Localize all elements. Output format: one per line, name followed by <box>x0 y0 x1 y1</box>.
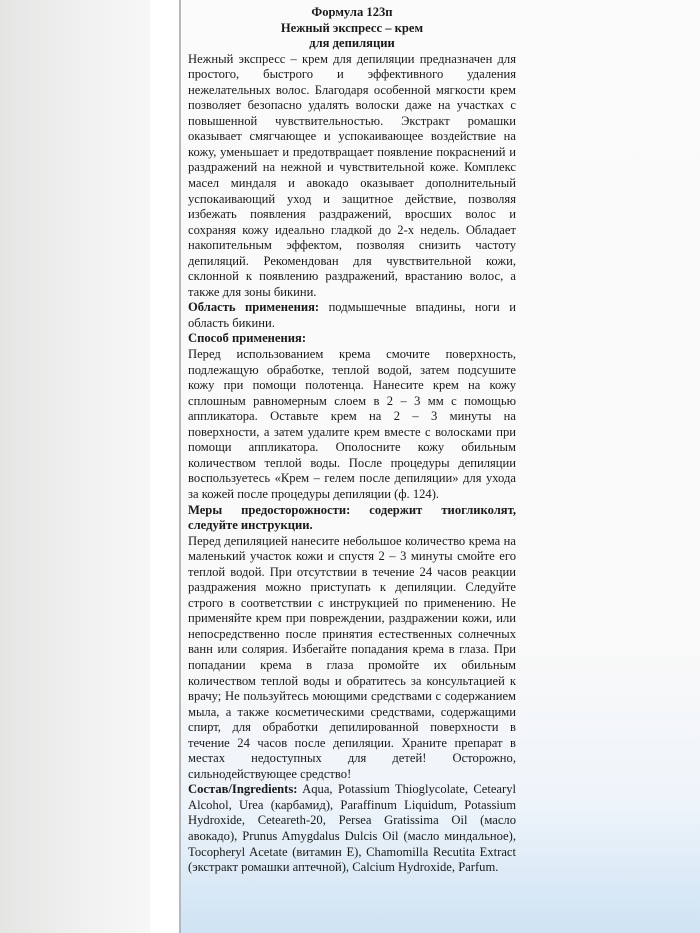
label-text <box>188 5 516 876</box>
ingredients-text: Aqua, Potassium Thioglycolate, Cetearyl Alcohol, Urea (карбамид), Paraffinum Liquidum, Potassium Hydroxide, Ceteareth-20, Persea Gratissima Oil (масло авокадо), Prunus Amygdalus Dulcis Oil (масло миндальное), Tocopheryl Acetate (витамин Е), Chamomilla Recutita Extract (экстракт ромашки аптечной), Calcium Hydroxide, Parfum. <box>188 782 516 875</box>
application-area-label: Область применения: <box>188 300 320 315</box>
product-header <box>188 5 516 52</box>
product-name: Нежный экспресс – крем <box>280 20 424 35</box>
package-side-fold <box>0 0 150 933</box>
precautions-label: Меры предосторожности: содержит тиогликолят, следуйте инструкции. <box>188 502 516 533</box>
ingredients <box>188 782 516 875</box>
product-purpose: для депиляции <box>309 36 395 51</box>
formula-number: Формула 123п <box>311 5 393 19</box>
usage-text: Перед использованием крема смочите поверхность, подлежащую обработке, теплой водой, затем подсушите кожу при помощи полотенца. Нанесите крем на кожу сплошным равномерным слоем в 2 – 3 мм с помощью аппликатора. Оставьте крем на 2 – 3 минуты на поверхности, а затем удалите крем вместе с волосками при помощи аппликатора. Ополосните кожу обильным количеством теплой воды. После процедуры депиляции воспользуетесь «Крем – гелем после депиляции» для ухода за кожей после процедуры депиляции (ф. 124). <box>188 347 516 501</box>
usage-label: Способ применения: <box>188 331 307 346</box>
ingredients-label: Состав/Ingredients: <box>188 782 298 797</box>
application-area-text: подмышечные впадины, ноги и область бикини. <box>188 300 516 330</box>
application-area <box>188 300 516 331</box>
precautions-text: Перед депиляцией нанесите небольшое количество крема на маленький участок кожи и спустя 2 – 3 минуты смойте его теплой водой. При отсутствии в течение 24 часов реакции раздражения можно приступать к депиляции. Следуйте строго в соответствии с инструкцией по применению. Не применяйте крем при повреждении, раздражении кожи, или непосредственно после принятия естественных солнечных ванн или солярия. Избегайте попадания крема в глаза. При попадании крема в глаза промойте их обильным количеством теплой воды и обратитесь за консультацией к врачу; Не пользуйтесь моющими средствами с содержанием мыла, а также косметическими средствами, содержащими спирт, для обработки депилированной поверхности в течение 24 часов после депиляции. Храните препарат в местах недоступных для детей! Осторожно, сильнодействующее средство! <box>188 533 516 781</box>
intro-paragraph: Нежный экспресс – крем для депиляции предназначен для простого, быстрого и эффективного удаления нежелательных волос. Благодаря особенной мягкости крем позволяет безопасно удалять волоски даже на участках с повышенной чувствительностью. Экстракт ромашки оказывает смягчающее и успокаивающее воздействие на кожу, уменьшает и предотвращает появление покраснений и раздражений на нежной и чувствительной коже. Комплекс масел миндаля и авокадо оказывает дополнительный успокаивающий уход и защитное действие, позволяя избежать появления раздражений, вросших волос и сохраняя кожу идеально гладкой до 2-х недель. Обладает накопительным эффектом, позволяя снизить частоту депиляций. Рекомендован для чувствительной кожи, склонной к появлению раздражений, врастанию волос, а также для зоны бикини. <box>188 51 516 299</box>
